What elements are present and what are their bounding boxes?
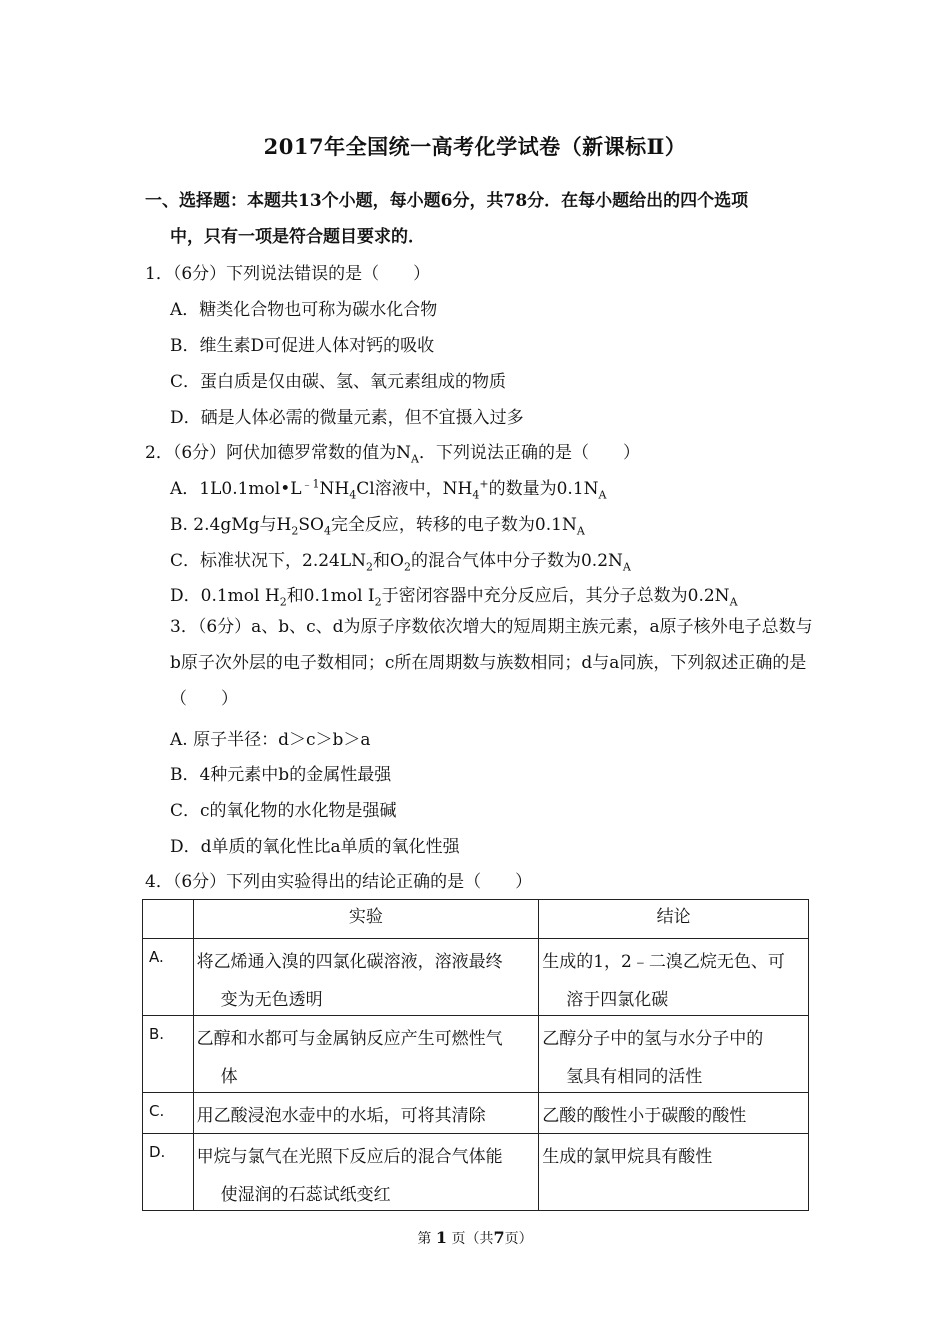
row-label: A. — [143, 939, 194, 1016]
section-heading — [145, 183, 815, 255]
question-1-option-c: C．蛋白质是仅由碳、氢、氧元素组成的物质 — [170, 372, 507, 392]
table-header-row — [143, 900, 809, 939]
question-4-stem: 4．（6分）下列由实验得出的结论正确的是（ ） — [145, 872, 533, 892]
question-2-stem: 2．（6分）阿伏加德罗常数的值为$N_A$．下列说法正确的是（ ） — [145, 443, 640, 466]
table-header-experiment: 实验 — [193, 900, 539, 939]
question-1-option-b: B．维生素D可促进人体对钙的吸收 — [170, 336, 435, 356]
section-heading-line1: 一、选择题：本题共13个小题，每小题6分，共78分．在每小题给出的四个选项 — [145, 191, 749, 211]
row-label: B. — [143, 1016, 194, 1093]
question-3-option-d: D．d单质的氧化性比a单质的氧化性强 — [170, 837, 460, 857]
row-label: D. — [143, 1134, 194, 1211]
question-2-option-b: B. 2.4gMg与$H_2SO_4$完全反应，转移的电子数为$0.1N_A$ — [170, 515, 585, 538]
question-1-option-a: A．糖类化合物也可称为碳水化合物 — [170, 300, 438, 320]
experiment-table — [142, 899, 809, 1211]
section-heading-line2: 中，只有一项是符合题目要求的． — [170, 227, 425, 247]
page-number: 1 — [435, 1228, 447, 1247]
question-2-option-d: D．0.1mol $H_2$和0.1mol $I_2$于密闭容器中充分反应后，其分子总数为$0.2N_A$ — [170, 586, 738, 609]
table-header-conclusion: 结论 — [539, 900, 809, 939]
row-label: C. — [143, 1093, 194, 1134]
question-2-option-c: C．标准状况下，$2.24LN_2$和$O_2$的混合气体中分子数为$0.2N_A$ — [170, 551, 631, 574]
table-header-blank — [143, 900, 194, 939]
page-total: 7 — [493, 1228, 505, 1247]
table-row: C. 用乙酸浸泡水壶中的水垢，可将其清除 乙酸的酸性小于碳酸的酸性 — [143, 1093, 809, 1134]
question-3-option-c: C．c的氧化物的水化物是强碱 — [170, 801, 397, 821]
exam-title: 2017年全国统一高考化学试卷（新课标Ⅱ） — [263, 134, 687, 159]
question-1-stem: 1．（6分）下列说法错误的是（ ） — [145, 264, 431, 284]
question-3-stem: 3．（6分）a、b、c、d为原子序数依次增大的短周期主族元素，a原子核外电子总数与b原子次外层的电子数相同；c所在周期数与族数相同；d与a同族，下列叙述正确的是（ ） — [170, 617, 813, 709]
table-row: B. 乙醇和水都可与金属钠反应产生可燃性气 体 乙醇分子中的氢与水分子中的 氢具有相同的活性 — [143, 1016, 809, 1093]
table-row: A. 将乙烯通入溴的四氯化碳溶液，溶液最终 变为无色透明 生成的1，2﹣二溴乙烷无色、可 溶于四氯化碳 — [143, 939, 809, 1016]
question-1-option-d: D．硒是人体必需的微量元素，但不宜摄入过多 — [170, 408, 524, 428]
question-3-option-a: A. 原子半径：d＞c＞b＞a — [170, 730, 371, 750]
question-3-option-b: B．4种元素中b的金属性最强 — [170, 765, 392, 785]
question-2-option-a: A．$1L0.1mol•L^{﹣1}NH_4Cl$溶液中，$NH_4^+$的数量为$0.1N_A$ — [170, 477, 607, 502]
table-row: D. 甲烷与氯气在光照下反应后的混合气体能 使湿润的石蕊试纸变红 生成的氯甲烷具有酸性 — [143, 1134, 809, 1211]
page-footer: 第 1 页（共7页） — [417, 1228, 533, 1247]
